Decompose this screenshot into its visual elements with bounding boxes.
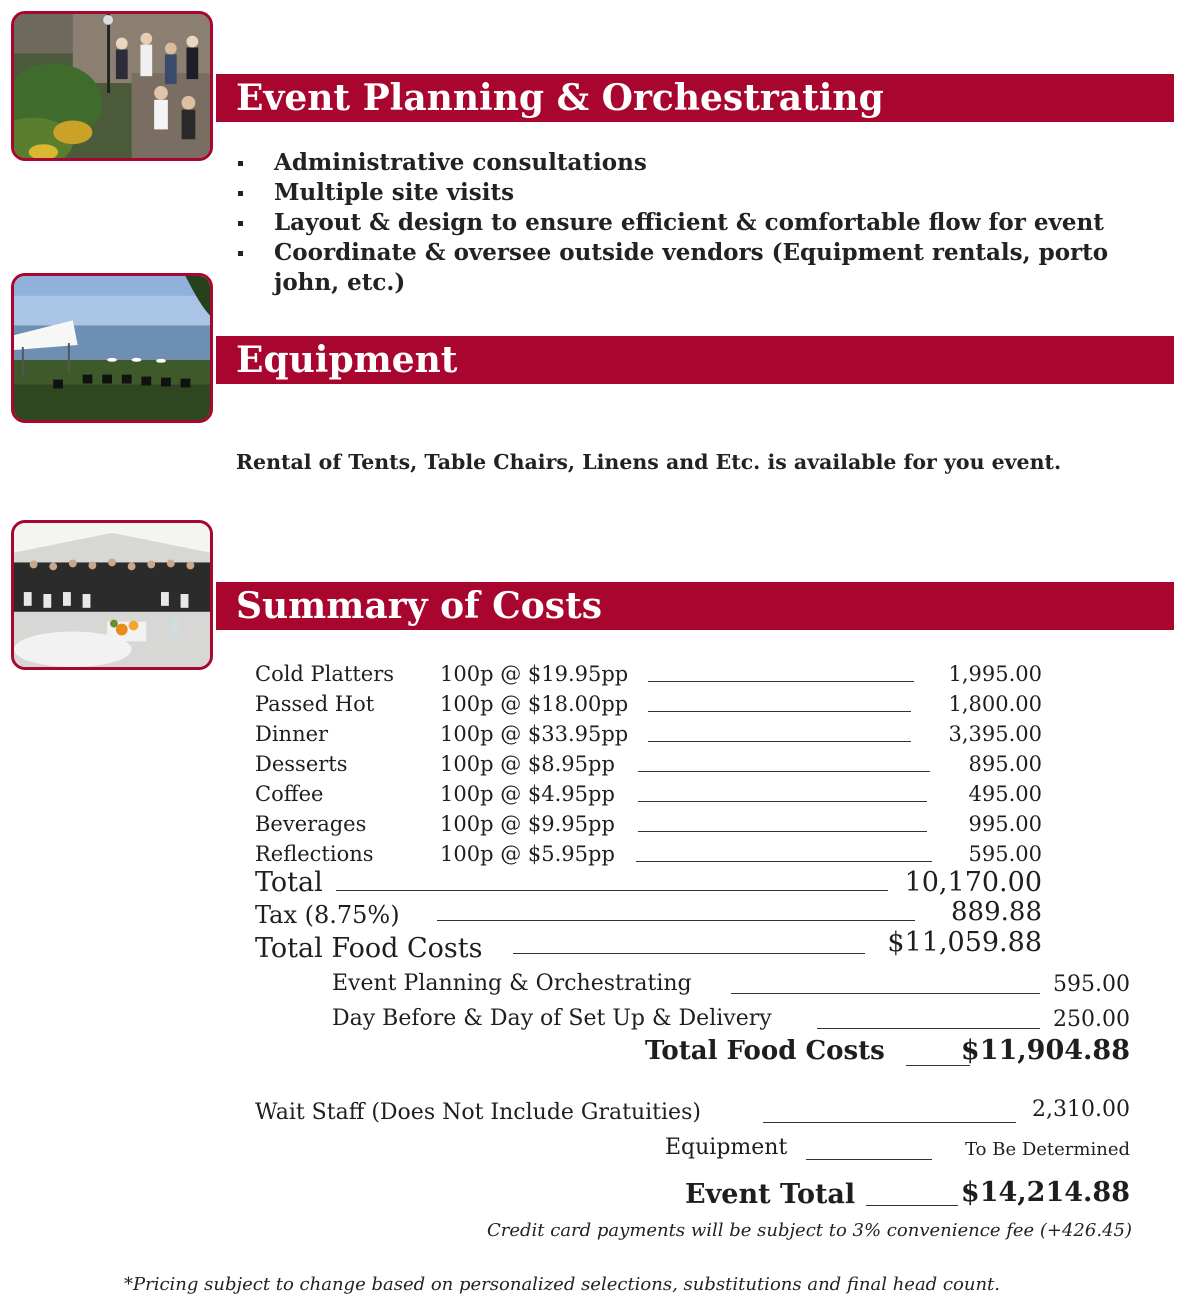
leader-line	[437, 920, 915, 921]
credit-card-note: Credit card payments will be subject to 3% convenience fee (+426.45)	[486, 1220, 1132, 1241]
section-title-event-planning: Event Planning & Orchestrating	[216, 74, 1174, 122]
leader-line	[866, 1205, 958, 1206]
total-food-costs-label: Total Food Costs	[255, 933, 483, 964]
leader-line	[638, 801, 927, 802]
total-food-costs-amount: $11,059.88	[887, 927, 1042, 958]
garden-party-image	[14, 14, 210, 158]
planning-bullet-list	[236, 148, 1136, 298]
cost-item-amount: 595.00	[968, 842, 1042, 866]
leader-line	[336, 890, 888, 891]
wait-staff-label: Wait Staff (Does Not Include Gratuities)	[255, 1100, 701, 1125]
bullet-text: Coordinate & oversee outside vendors (Equipment rentals, porto john, etc.)	[274, 239, 1109, 296]
event-total-label: Event Total	[685, 1179, 856, 1210]
leader-line	[638, 771, 930, 772]
bullet-square-icon	[238, 251, 243, 256]
cost-item-name: Passed Hot	[255, 692, 375, 716]
cost-item-amount: 3,395.00	[948, 722, 1042, 746]
bullet-text: Layout & design to ensure efficient & comfortable flow for event	[274, 209, 1104, 236]
bullet-text: Administrative consultations	[274, 149, 647, 176]
bullet-square-icon	[238, 191, 243, 196]
cost-item-name: Reflections	[255, 842, 374, 866]
total-amount: 10,170.00	[904, 867, 1042, 898]
fee-amount: 595.00	[1053, 972, 1130, 997]
cost-item-name: Desserts	[255, 752, 348, 776]
leader-line	[806, 1159, 932, 1160]
bullet-item	[236, 148, 1136, 178]
cost-item-name: Dinner	[255, 722, 329, 746]
leader-line	[648, 741, 911, 742]
cost-item-name: Beverages	[255, 812, 367, 836]
cost-item-name: Cold Platters	[255, 662, 395, 686]
cost-item-amount: 995.00	[968, 812, 1042, 836]
leader-line	[648, 711, 911, 712]
leader-line	[513, 953, 865, 954]
total-food-costs-final-label: Total Food Costs	[645, 1036, 885, 1066]
bullet-text: Multiple site visits	[274, 179, 515, 206]
wait-staff-amount: 2,310.00	[1032, 1097, 1130, 1122]
cost-item-qty: 100p @ $18.00pp	[440, 692, 629, 716]
tax-label: Tax (8.75%)	[255, 901, 400, 929]
event-total-amount: $14,214.88	[960, 1177, 1130, 1208]
equipment-cost-label: Equipment	[665, 1135, 788, 1160]
cost-item-qty: 100p @ $4.95pp	[440, 782, 615, 806]
section-title-equipment: Equipment	[216, 336, 1174, 384]
cost-item-amount: 1,800.00	[948, 692, 1042, 716]
cost-item-qty: 100p @ $5.95pp	[440, 842, 615, 866]
bullet-item	[236, 178, 1136, 208]
leader-line	[817, 1028, 1040, 1029]
bullet-item	[236, 238, 1136, 298]
leader-line	[648, 681, 914, 682]
garden-party-photo	[11, 11, 213, 161]
leader-line	[763, 1122, 1016, 1123]
cost-item-qty: 100p @ $8.95pp	[440, 752, 615, 776]
cost-item-qty: 100p @ $33.95pp	[440, 722, 629, 746]
bullet-square-icon	[238, 221, 243, 226]
bullet-item	[236, 208, 1136, 238]
total-label: Total	[255, 867, 323, 898]
cost-item-amount: 895.00	[968, 752, 1042, 776]
leader-line	[638, 831, 927, 832]
fee-label: Event Planning & Orchestrating	[332, 971, 692, 996]
tent-ceremony-image	[14, 523, 210, 667]
section-title-summary-of-costs: Summary of Costs	[216, 582, 1174, 630]
cost-item-name: Coffee	[255, 782, 324, 806]
pricing-disclaimer: *Pricing subject to change based on personalized selections, substitutions and final head count.	[124, 1274, 1000, 1295]
total-food-costs-final-amount: $11,904.88	[960, 1035, 1130, 1066]
fee-amount: 250.00	[1053, 1007, 1130, 1032]
equipment-rental-text: Rental of Tents, Table Chairs, Linens and Etc. is available for you event.	[236, 450, 1062, 474]
bullet-square-icon	[238, 161, 243, 166]
cost-item-amount: 495.00	[968, 782, 1042, 806]
tax-amount: 889.88	[951, 897, 1042, 927]
cost-item-amount: 1,995.00	[948, 662, 1042, 686]
cost-item-qty: 100p @ $9.95pp	[440, 812, 615, 836]
fee-label: Day Before & Day of Set Up & Delivery	[332, 1006, 772, 1031]
waterfront-tent-image	[14, 276, 210, 420]
cost-item-qty: 100p @ $19.95pp	[440, 662, 629, 686]
leader-line	[731, 993, 1040, 994]
equipment-cost-amount: To Be Determined	[965, 1139, 1130, 1160]
tent-ceremony-photo	[11, 520, 213, 670]
waterfront-tent-photo	[11, 273, 213, 423]
leader-line	[636, 861, 932, 862]
